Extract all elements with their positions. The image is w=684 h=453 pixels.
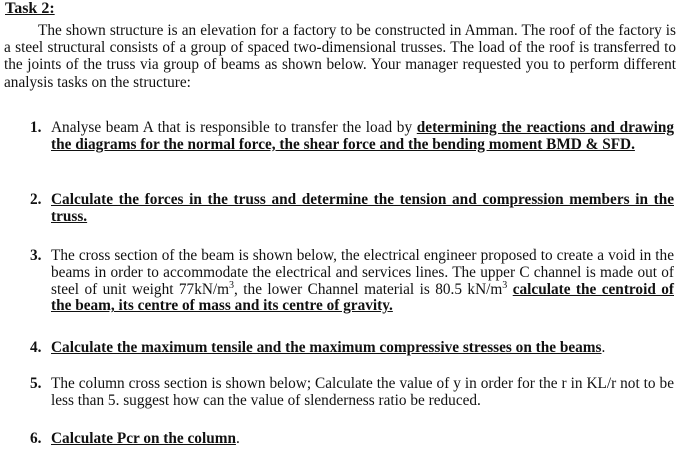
task-emphasis-text: determining the reactions and drawing the diagrams for the normal force, the shear force and the bending moment BMD & SFD. (51, 119, 674, 153)
task-item-1 (30, 120, 674, 154)
superscript: 3 (229, 279, 235, 291)
task-text (51, 431, 674, 448)
task-number: 2. (30, 191, 42, 208)
task-item-5 (30, 376, 674, 410)
task-item-6 (30, 431, 674, 448)
task-number: 4. (30, 339, 42, 356)
task-plain-text: . (601, 339, 606, 356)
task-plain-text: , the lower Channel material is 80.5 kN/m (234, 280, 503, 298)
task-text (51, 192, 674, 226)
task-item-4 (30, 340, 674, 357)
task-emphasis-text: Calculate the forces in the truss and determine the tension and compression members in the truss. (51, 191, 674, 225)
task-emphasis-text: Calculate Pcr on the column (51, 430, 236, 447)
task-text (51, 376, 674, 410)
intro-paragraph: The shown structure is an elevation for a factory to be constructed in Amman. The roof of the factory is a steel structural consists of a group of spaced two-dimensional trusses. The load of the roof is transferred to the joints of the truss via group of beams as shown below. Your manager requested you to perform different analysis tasks on the structure: (4, 22, 676, 91)
task-emphasis-text: calculate the centroid of the beam, its centre of mass and its centre of gravity. (51, 280, 674, 315)
task-item-2 (30, 192, 674, 226)
task-number: 6. (30, 430, 42, 447)
task-item-3 (30, 248, 674, 315)
superscript: 3 (502, 279, 508, 291)
task-plain-text: The cross section of the beam is shown below, the electrical engineer proposed to create a void in the beams in order to accommodate the electrical and services lines. The upper C channel is made out of steel of unit weight 77kN/m (51, 247, 674, 298)
task-text (51, 340, 674, 357)
task-plain-text: . (235, 430, 240, 447)
task-number: 5. (30, 375, 42, 392)
task-text (51, 248, 674, 315)
task-emphasis-text: Calculate the maximum tensile and the maximum compressive stresses on the beams (51, 339, 602, 356)
task-number: 1. (30, 119, 42, 136)
task-text (51, 120, 674, 154)
task-number: 3. (30, 247, 42, 264)
task-title: Task 2: (5, 0, 55, 17)
task-plain-text: Analyse beam A that is responsible to transfer the load by (51, 119, 417, 136)
task-plain-text: The column cross section is shown below; Calculate the value of y in order for the r in KL/r not to be less than 5. suggest how can the value of slenderness ratio be reduced. (51, 375, 674, 409)
